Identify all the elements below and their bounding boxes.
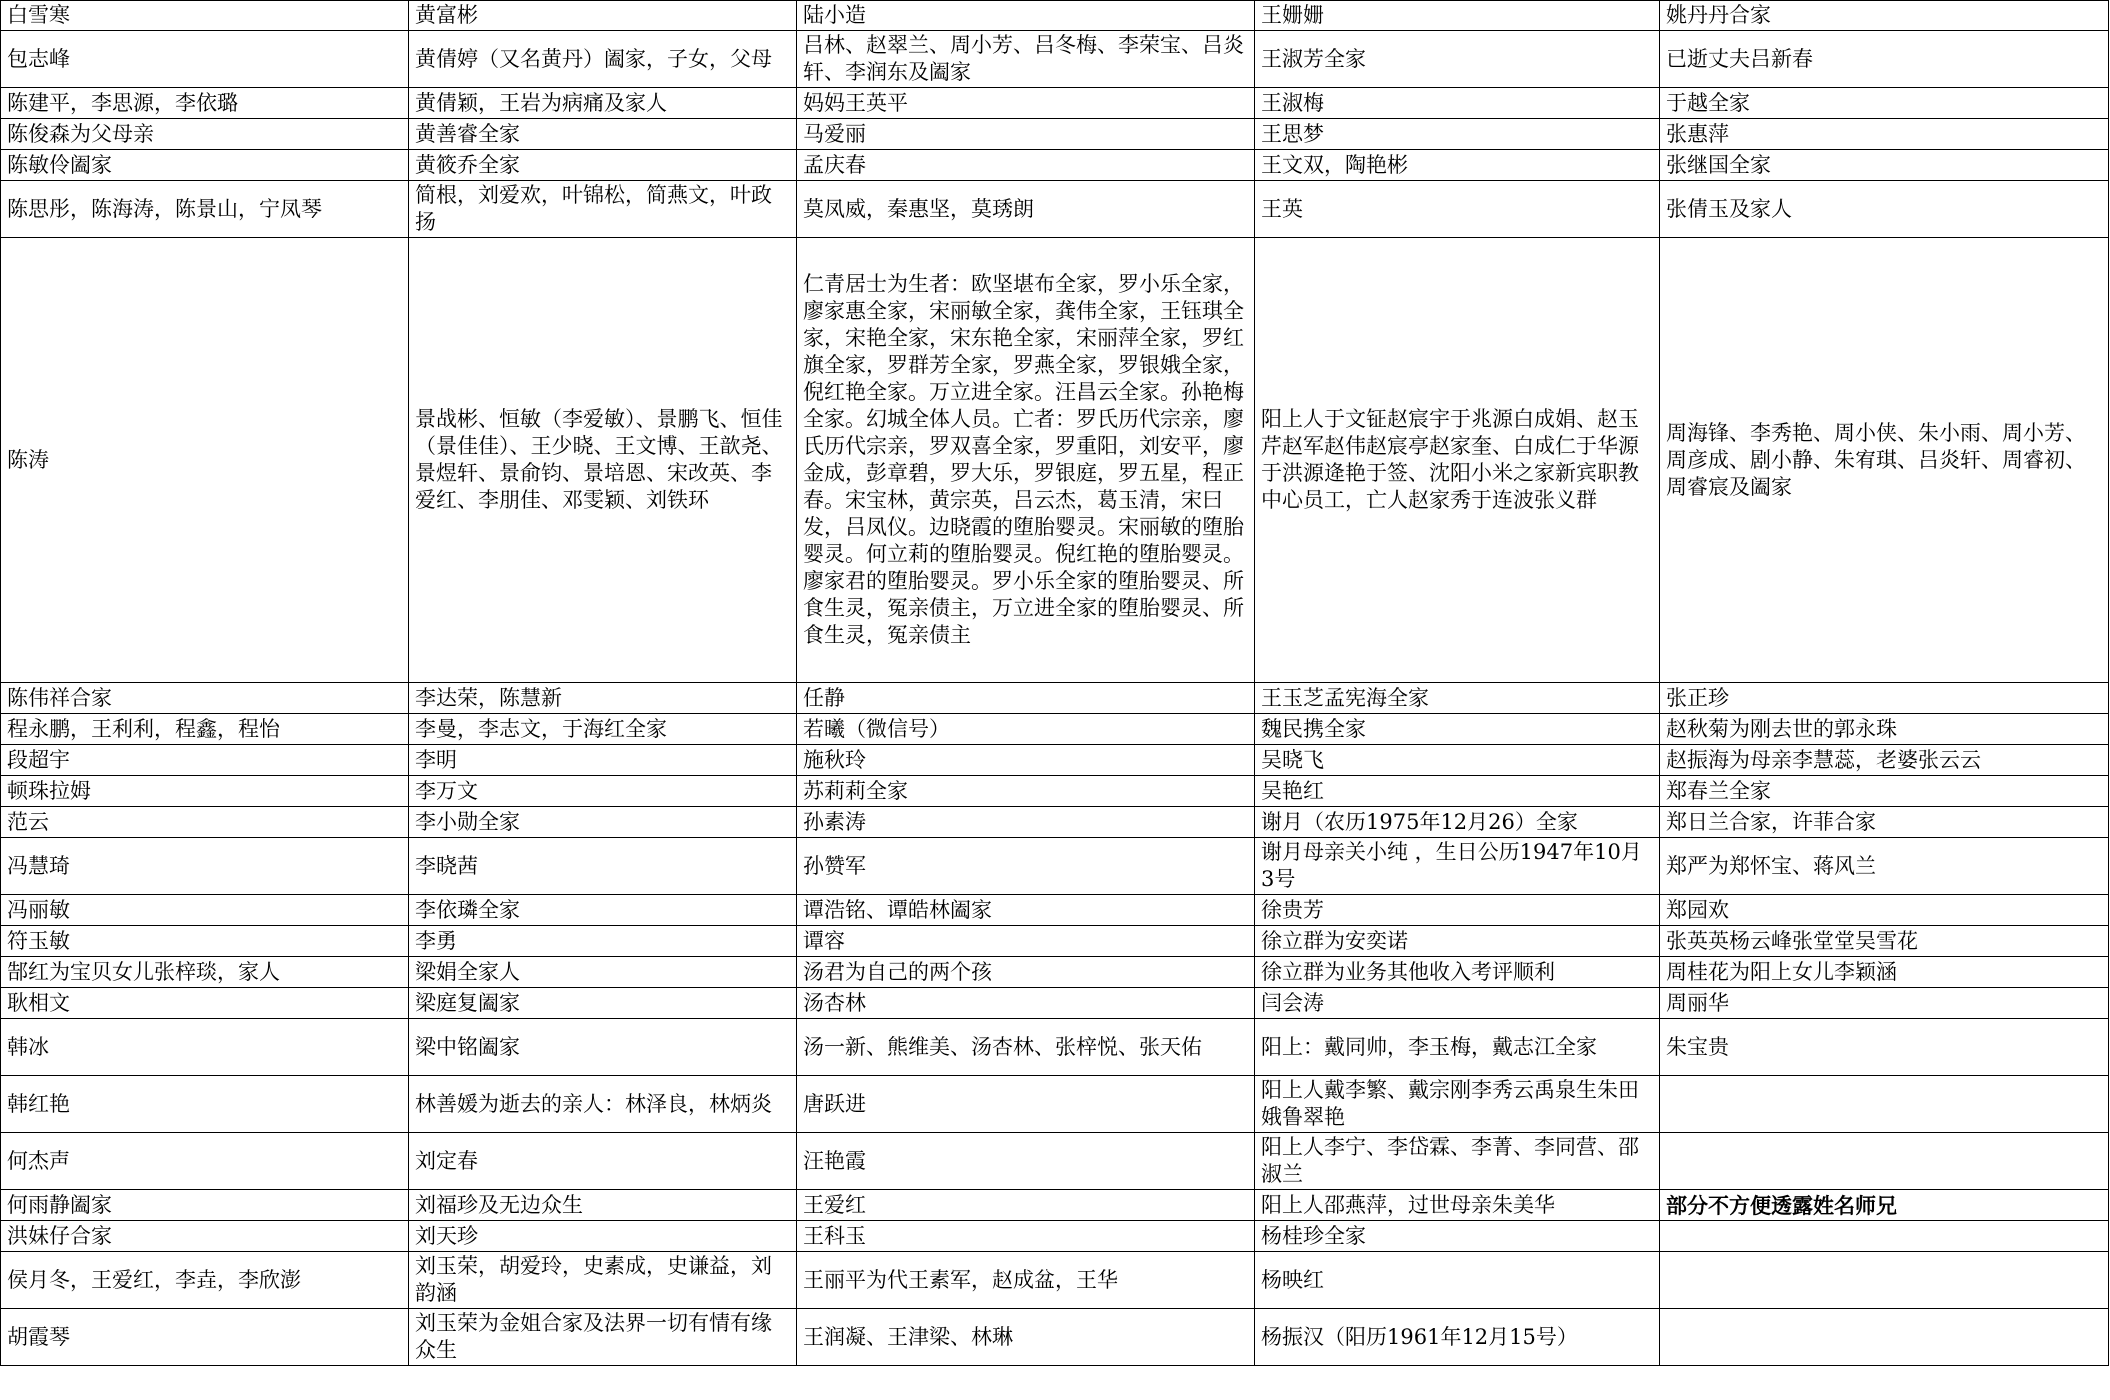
table-row — [1, 1, 2109, 31]
table-cell[interactable]: 王玉芝孟宪海全家 — [1255, 683, 1660, 714]
table-cell[interactable]: 符玉敏 — [1, 926, 409, 957]
table-cell[interactable]: 郑春兰全家 — [1660, 776, 2109, 807]
table-row — [1, 31, 2109, 88]
table-row — [1, 1190, 2109, 1221]
table-cell[interactable]: 梁庭复阖家 — [409, 988, 797, 1019]
table-cell[interactable]: 张正珍 — [1660, 683, 2109, 714]
table-cell[interactable]: 李万文 — [409, 776, 797, 807]
table-cell[interactable]: 冯慧琦 — [1, 838, 409, 895]
table-cell[interactable]: 汤君为自己的两个孩 — [797, 957, 1255, 988]
table-row — [1, 714, 2109, 745]
table-cell[interactable]: 包志峰 — [1, 31, 409, 88]
table-cell[interactable]: 阳上人邵燕萍，过世母亲朱美华 — [1255, 1190, 1660, 1221]
table-cell[interactable]: 梁中铭阖家 — [409, 1019, 797, 1076]
table-cell[interactable]: 姚丹丹合家 — [1660, 1, 2109, 31]
table-cell[interactable]: 韩红艳 — [1, 1076, 409, 1133]
table-cell[interactable] — [1660, 1076, 2109, 1133]
table-cell[interactable] — [1660, 1309, 2109, 1366]
table-cell[interactable]: 周丽华 — [1660, 988, 2109, 1019]
table-cell[interactable]: 刘玉荣，胡爱玲，史素成，史谦益，刘韵涵 — [409, 1252, 797, 1309]
table-row — [1, 683, 2109, 714]
table-cell[interactable]: 程永鹏，王利利，程鑫，程怡 — [1, 714, 409, 745]
table-cell[interactable]: 顿珠拉姆 — [1, 776, 409, 807]
table-cell[interactable]: 阳上人戴李繁、戴宗刚李秀云禹泉生朱田娥鲁翠艳 — [1255, 1076, 1660, 1133]
table-cell[interactable]: 部分不方便透露姓名师兄 — [1660, 1190, 2109, 1221]
table-cell[interactable]: 张继国全家 — [1660, 150, 2109, 181]
table-row — [1, 119, 2109, 150]
table-cell[interactable]: 谢月母亲关小纯 ，生日公历1947年10月3号 — [1255, 838, 1660, 895]
table-cell[interactable]: 莫凤威，秦惠坚，莫琇朗 — [797, 181, 1255, 238]
table-row — [1, 776, 2109, 807]
table-cell[interactable]: 唐跃进 — [797, 1076, 1255, 1133]
table-cell[interactable]: 张英英杨云峰张堂堂吴雪花 — [1660, 926, 2109, 957]
table-cell[interactable]: 魏民携全家 — [1255, 714, 1660, 745]
table-cell[interactable]: 苏莉莉全家 — [797, 776, 1255, 807]
table-cell[interactable]: 李明 — [409, 745, 797, 776]
table-cell[interactable]: 陈建平，李思源，李依璐 — [1, 88, 409, 119]
table-cell[interactable]: 王润凝、王津梁、林琳 — [797, 1309, 1255, 1366]
table-cell[interactable]: 林善媛为逝去的亲人：林泽良，林炳炎 — [409, 1076, 797, 1133]
table-cell[interactable]: 王思梦 — [1255, 119, 1660, 150]
table-cell[interactable]: 任静 — [797, 683, 1255, 714]
table-cell[interactable]: 刘定春 — [409, 1133, 797, 1190]
table-cell[interactable]: 李达荣，陈慧新 — [409, 683, 797, 714]
table-cell[interactable]: 马爱丽 — [797, 119, 1255, 150]
table-cell[interactable]: 周桂花为阳上女儿李颖涵 — [1660, 957, 2109, 988]
table-row — [1, 1076, 2109, 1133]
table-row — [1, 150, 2109, 181]
table-cell[interactable]: 谭浩铭、谭皓林阖家 — [797, 895, 1255, 926]
table-cell[interactable]: 阳上：戴同帅，李玉梅，戴志江全家 — [1255, 1019, 1660, 1076]
table-cell[interactable]: 于越全家 — [1660, 88, 2109, 119]
table-cell[interactable]: 侯月冬，王爱红，李垚，李欣澎 — [1, 1252, 409, 1309]
table-cell[interactable]: 闫会涛 — [1255, 988, 1660, 1019]
table-cell[interactable]: 孙素涛 — [797, 807, 1255, 838]
table-body — [1, 1, 2109, 1366]
table-cell[interactable]: 梁娟全家人 — [409, 957, 797, 988]
table-cell[interactable]: 杨振汉（阳历1961年12月15号） — [1255, 1309, 1660, 1366]
table-row — [1, 1019, 2109, 1076]
table-cell[interactable]: 黄筱乔全家 — [409, 150, 797, 181]
table-cell[interactable]: 徐立群为业务其他收入考评顺利 — [1255, 957, 1660, 988]
table-cell[interactable]: 杨映红 — [1255, 1252, 1660, 1309]
table-cell[interactable]: 郑日兰合家，许菲合家 — [1660, 807, 2109, 838]
table-cell[interactable]: 若曦（微信号） — [797, 714, 1255, 745]
table-cell[interactable]: 王丽平为代王素军，赵成盆，王华 — [797, 1252, 1255, 1309]
table-cell[interactable]: 妈妈王英平 — [797, 88, 1255, 119]
table-cell[interactable]: 洪妹仔合家 — [1, 1221, 409, 1252]
table-cell[interactable]: 陈涛 — [1, 238, 409, 683]
table-row — [1, 895, 2109, 926]
table-cell[interactable]: 耿相文 — [1, 988, 409, 1019]
table-row — [1, 838, 2109, 895]
table-cell[interactable]: 张惠萍 — [1660, 119, 2109, 150]
table-row — [1, 238, 2109, 683]
table-row — [1, 1133, 2109, 1190]
table-cell[interactable]: 何雨静阖家 — [1, 1190, 409, 1221]
table-cell[interactable]: 刘天珍 — [409, 1221, 797, 1252]
table-cell[interactable]: 汪艳霞 — [797, 1133, 1255, 1190]
table-cell[interactable]: 王爱红 — [797, 1190, 1255, 1221]
table-row — [1, 957, 2109, 988]
table-cell[interactable]: 段超宇 — [1, 745, 409, 776]
table-cell[interactable]: 王淑芳全家 — [1255, 31, 1660, 88]
table-cell[interactable]: 郜红为宝贝女儿张梓琰，家人 — [1, 957, 409, 988]
table-row — [1, 807, 2109, 838]
table-row — [1, 988, 2109, 1019]
table-cell[interactable]: 王科玉 — [797, 1221, 1255, 1252]
table-cell[interactable]: 王英 — [1255, 181, 1660, 238]
table-cell[interactable]: 已逝丈夫吕新春 — [1660, 31, 2109, 88]
table-cell[interactable]: 阳上人李宁、李岱霖、李菁、李同营、邵淑兰 — [1255, 1133, 1660, 1190]
table-row — [1, 88, 2109, 119]
table-cell[interactable]: 李小勋全家 — [409, 807, 797, 838]
table-cell[interactable]: 吴艳红 — [1255, 776, 1660, 807]
table-cell[interactable]: 汤杏林 — [797, 988, 1255, 1019]
table-cell[interactable]: 汤一新、熊维美、汤杏林、张梓悦、张天佑 — [797, 1019, 1255, 1076]
table-cell[interactable]: 韩冰 — [1, 1019, 409, 1076]
table-cell[interactable]: 白雪寒 — [1, 1, 409, 31]
table-cell[interactable]: 李依璘全家 — [409, 895, 797, 926]
table-cell[interactable]: 陈俊森为父母亲 — [1, 119, 409, 150]
table-cell[interactable]: 黄倩颖，王岩为病痛及家人 — [409, 88, 797, 119]
table-row — [1, 1221, 2109, 1252]
table-cell[interactable]: 仁青居士为生者：欧坚堪布全家，罗小乐全家，廖家惠全家，宋丽敏全家，龚伟全家，王钰琪全家，宋艳全家，宋东艳全家，宋丽萍全家，罗红旗全家，罗群芳全家，罗燕全家，罗银娥全家，倪红艳全家。万立进全家。汪昌云全家。孙艳梅全家。幻城全体人员。亡者：罗氏历代宗亲，廖氏历代宗亲，罗双喜全家，罗重阳，刘安平，廖金成，彭章碧，罗大乐，罗银庭，罗五星，程正春。宋宝林，黄宗英，吕云杰，葛玉清，宋曰发，吕凤仪。边晓霞的堕胎婴灵。宋丽敏的堕胎婴灵。何立莉的堕胎婴灵。倪红艳的堕胎婴灵。廖家君的堕胎婴灵。罗小乐全家的堕胎婴灵、所食生灵，冤亲债主，万立进全家的堕胎婴灵、所食生灵，冤亲债主 — [797, 238, 1255, 683]
table-cell[interactable]: 冯丽敏 — [1, 895, 409, 926]
table-cell[interactable]: 黄善睿全家 — [409, 119, 797, 150]
table-cell[interactable]: 刘福珍及无边众生 — [409, 1190, 797, 1221]
table-cell[interactable]: 吕林、赵翠兰、周小芳、吕冬梅、李荣宝、吕炎轩、李润东及阖家 — [797, 31, 1255, 88]
table-cell[interactable]: 陈伟祥合家 — [1, 683, 409, 714]
table-cell[interactable]: 赵秋菊为刚去世的郭永珠 — [1660, 714, 2109, 745]
table-cell[interactable]: 陈思彤，陈海涛，陈景山，宁凤琴 — [1, 181, 409, 238]
table-cell[interactable]: 范云 — [1, 807, 409, 838]
table-cell[interactable]: 胡霞琴 — [1, 1309, 409, 1366]
table-cell[interactable]: 陈敏伶阖家 — [1, 150, 409, 181]
table-cell[interactable]: 郑园欢 — [1660, 895, 2109, 926]
table-cell[interactable]: 王姗姗 — [1255, 1, 1660, 31]
table-row — [1, 1252, 2109, 1309]
table-cell[interactable]: 李曼，李志文，于海红全家 — [409, 714, 797, 745]
table-row — [1, 926, 2109, 957]
table-cell[interactable]: 徐立群为安奕诺 — [1255, 926, 1660, 957]
table-cell[interactable]: 阳上人于文钲赵宸宇于兆源白成娟、赵玉芹赵军赵伟赵宸亭赵家奎、白成仁于华源于洪源逄艳于签、沈阳小米之家新宾职教中心员工，亡人赵家秀于连波张义群 — [1255, 238, 1660, 683]
table-cell[interactable]: 施秋玲 — [797, 745, 1255, 776]
table-cell[interactable]: 王文双，陶艳彬 — [1255, 150, 1660, 181]
table-cell[interactable] — [1660, 1252, 2109, 1309]
table-cell[interactable]: 周海锋、李秀艳、周小侠、朱小雨、周小芳、周彦成、剧小静、朱宥琪、吕炎轩、周睿初、周睿宸及阖家 — [1660, 238, 2109, 683]
table-cell[interactable]: 王淑梅 — [1255, 88, 1660, 119]
table-cell[interactable]: 谢月（农历1975年12月26）全家 — [1255, 807, 1660, 838]
table-cell[interactable]: 何杰声 — [1, 1133, 409, 1190]
table-cell[interactable]: 张倩玉及家人 — [1660, 181, 2109, 238]
table-cell[interactable]: 景战彬、恒敏（李爱敏）、景鹏飞、恒佳（景佳佳）、王少晓、王文博、王歆尧、景煜轩、景俞钧、景培恩、宋改英、李爱红、李朋佳、邓雯颖、刘铁环 — [409, 238, 797, 683]
table-cell[interactable]: 孟庆春 — [797, 150, 1255, 181]
table-row — [1, 1309, 2109, 1366]
table-cell[interactable] — [1660, 1221, 2109, 1252]
table-cell[interactable]: 杨桂珍全家 — [1255, 1221, 1660, 1252]
table-cell[interactable]: 徐贵芳 — [1255, 895, 1660, 926]
table-cell[interactable]: 黄富彬 — [409, 1, 797, 31]
table-cell[interactable]: 刘玉荣为金姐合家及法界一切有情有缘众生 — [409, 1309, 797, 1366]
table-cell[interactable]: 郑严为郑怀宝、蒋风兰 — [1660, 838, 2109, 895]
table-cell[interactable]: 谭容 — [797, 926, 1255, 957]
table-cell[interactable]: 朱宝贵 — [1660, 1019, 2109, 1076]
table-cell[interactable]: 简根，刘爱欢，叶锦松，简燕文，叶政扬 — [409, 181, 797, 238]
table-cell[interactable] — [1660, 1133, 2109, 1190]
table-cell[interactable]: 赵振海为母亲李慧蕊，老婆张云云 — [1660, 745, 2109, 776]
table-cell[interactable]: 李晓茜 — [409, 838, 797, 895]
table-cell[interactable]: 孙赞军 — [797, 838, 1255, 895]
table-row — [1, 181, 2109, 238]
table-cell[interactable]: 李勇 — [409, 926, 797, 957]
table-cell[interactable]: 黄倩婷（又名黄丹）阖家，子女，父母 — [409, 31, 797, 88]
table-cell[interactable]: 吴晓飞 — [1255, 745, 1660, 776]
table-cell[interactable]: 陆小造 — [797, 1, 1255, 31]
table-row — [1, 745, 2109, 776]
